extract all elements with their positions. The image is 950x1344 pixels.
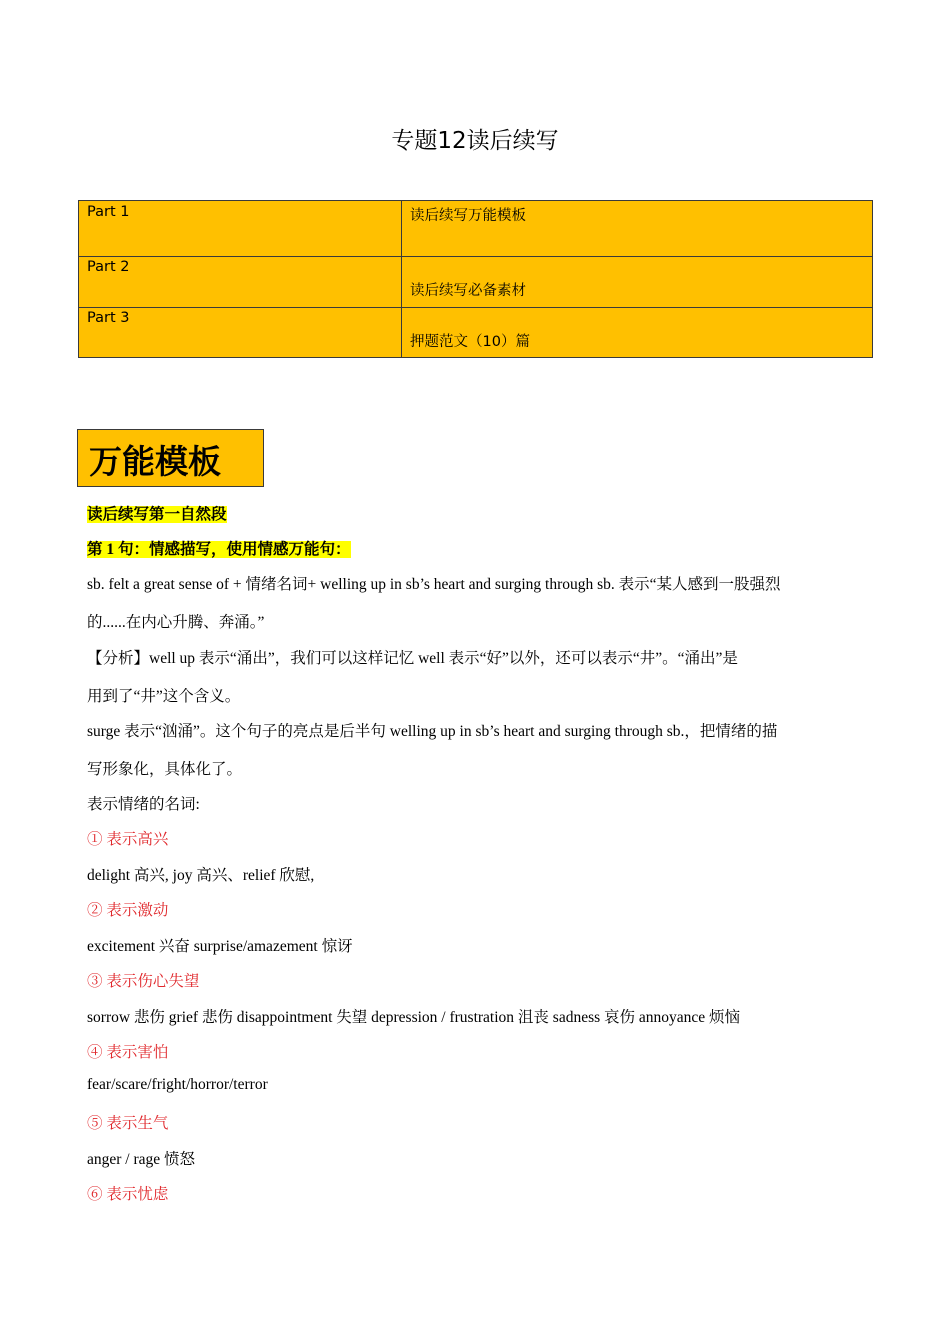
emotion-words: excitement 兴奋 surprise/amazement 惊讶: [87, 938, 353, 955]
body-line: 【分析】well up 表示“涌出”，我们可以这样记忆 well 表示“好”以外，还可以表示“井”。“涌出”是: [87, 650, 738, 667]
subheading: 读后续写第一自然段: [87, 506, 227, 523]
body-line: 表示情绪的名词:: [87, 796, 200, 813]
section-heading: 万能模板: [89, 442, 221, 481]
body-line: 写形象化，具体化了。: [87, 761, 243, 778]
part-label: Part 3: [87, 310, 130, 326]
emotion-category-worried: ⑥ 表示忧虑: [87, 1186, 169, 1203]
emotion-words: sorrow 悲伤 grief 悲伤 disappointment 失望 depression / frustration 沮丧 sadness 哀伤 annoyance 烦恼: [87, 1009, 741, 1026]
table-row: [79, 257, 873, 308]
table-cell: [79, 257, 402, 308]
contents-table: [78, 200, 873, 358]
sentence-label-line: [87, 537, 351, 559]
part-description: 读后续写万能模板: [410, 208, 526, 224]
emotion-category-sad: ③ 表示伤心失望: [87, 973, 200, 990]
table-cell: [79, 201, 402, 257]
table-row: [79, 201, 873, 257]
part-description: 押题范文（10）篇: [410, 334, 530, 350]
part-label: Part 2: [87, 259, 130, 275]
body-line: surge 表示“汹涌”。这个句子的亮点是后半句 welling up in sb’s heart and surging through sb.，把情绪的描: [87, 723, 778, 740]
table-cell: [402, 201, 873, 257]
emotion-words: anger / rage 愤怒: [87, 1151, 196, 1168]
body-line: 用到了“井”这个含义。: [87, 688, 241, 705]
subheading-line: [87, 502, 227, 524]
part-description: 读后续写必备素材: [410, 283, 526, 299]
emotion-category-afraid: ④ 表示害怕: [87, 1044, 169, 1061]
body-line: sb. felt a great sense of + 情绪名词+ welling up in sb’s heart and surging through sb. 表示“某人感到一股强烈: [87, 576, 781, 593]
table-cell: [402, 257, 873, 308]
table-row: [79, 308, 873, 358]
emotion-words: delight 高兴, joy 高兴、relief 欣慰,: [87, 867, 315, 884]
emotion-category-angry: ⑤ 表示生气: [87, 1115, 169, 1132]
emotion-category-excited: ② 表示激动: [87, 902, 169, 919]
emotion-words: fear/scare/fright/horror/terror: [87, 1076, 268, 1093]
section-heading-box: [77, 429, 264, 487]
part-label: Part 1: [87, 204, 130, 220]
emotion-category-happy: ① 表示高兴: [87, 831, 169, 848]
body-line: 的......在内心升腾、奔涌。”: [87, 614, 265, 631]
sentence-label: 第 1 句：情感描写，使用情感万能句：: [87, 541, 351, 558]
document-title: 专题12读后续写: [391, 128, 559, 154]
table-cell: [79, 308, 402, 358]
table-cell: [402, 308, 873, 358]
